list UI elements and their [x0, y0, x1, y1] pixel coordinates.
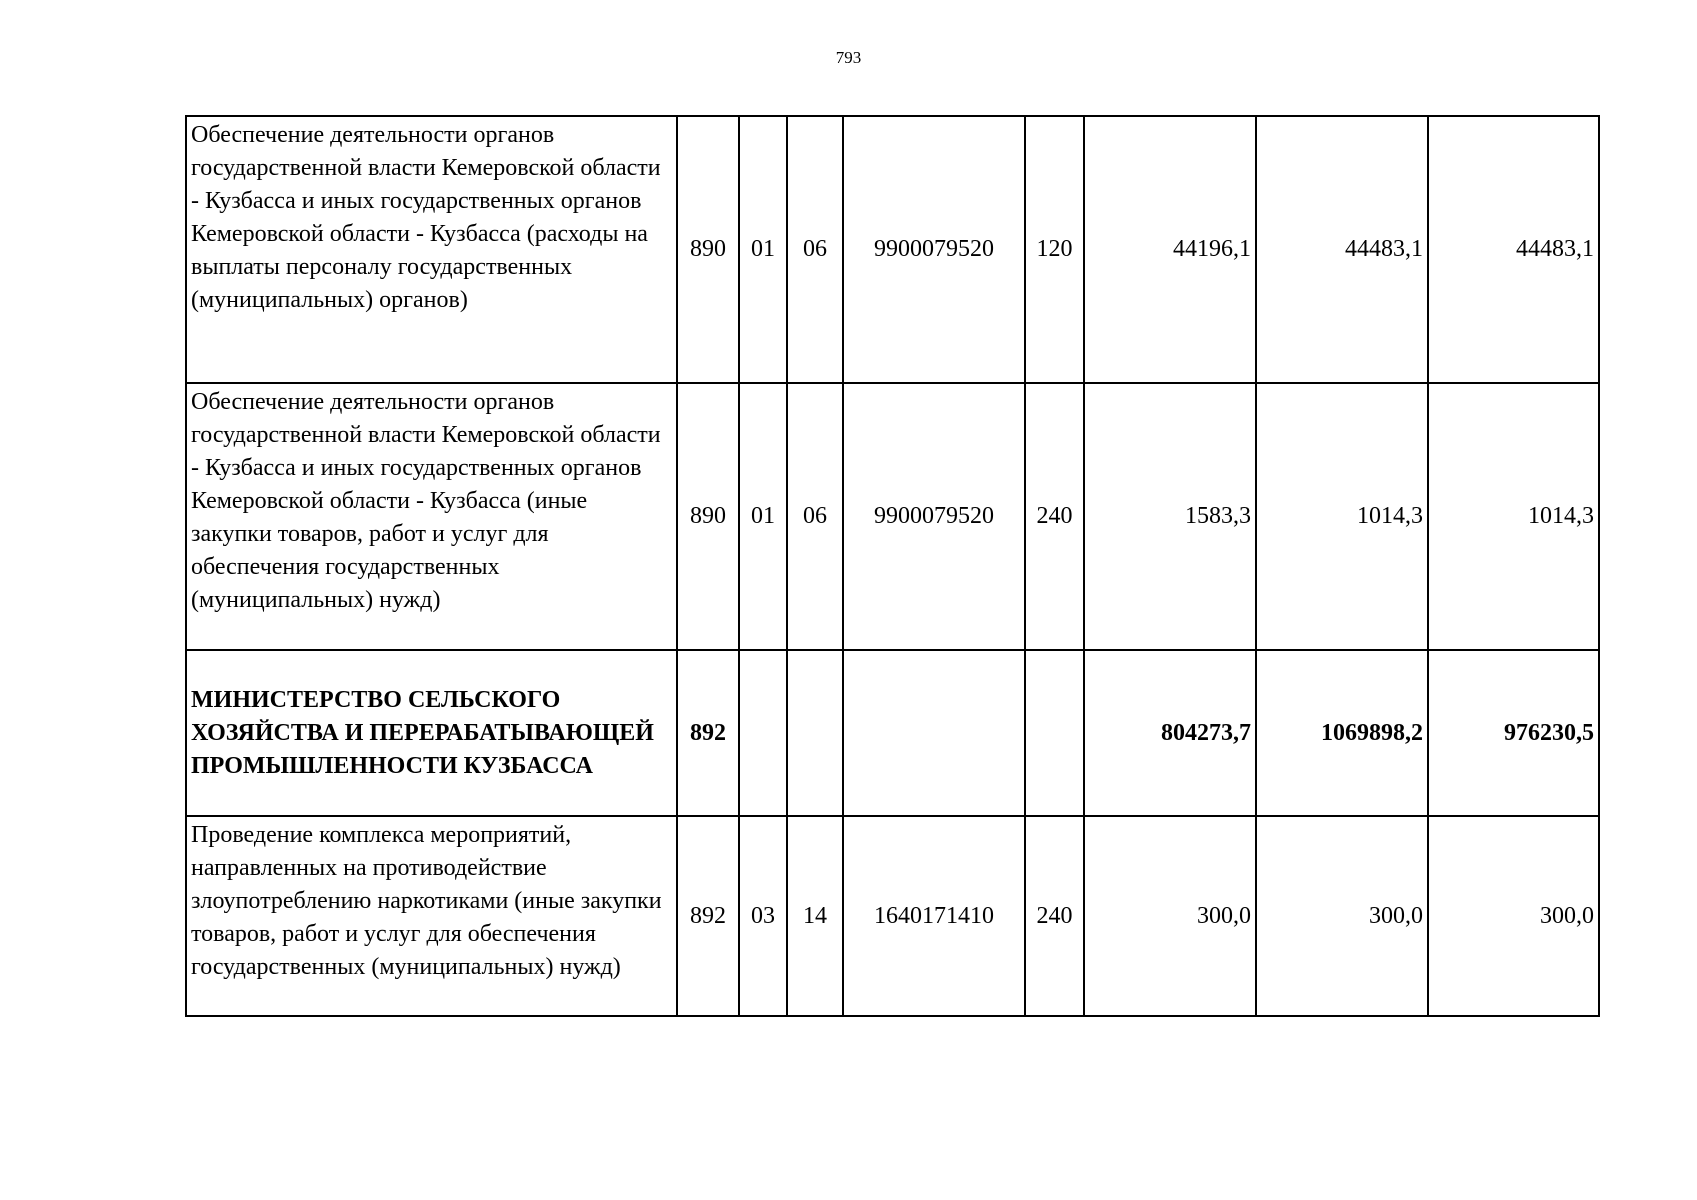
target-article-code: 1640171410 [843, 816, 1025, 1016]
budget-table [185, 115, 1600, 1017]
expense-type-code: 240 [1025, 816, 1084, 1016]
section-code: 01 [739, 116, 787, 383]
amount-1: 300,0 [1084, 816, 1256, 1016]
section-code [739, 650, 787, 816]
row-description: Проведение комплекса мероприятий, направленных на противодействие злоупотреблению наркотиками (иные закупки товаров, работ и услуг для обеспечения государственных (муниципальных) нужд) [186, 816, 677, 1016]
expense-type-code: 120 [1025, 116, 1084, 383]
amount-2: 1069898,2 [1256, 650, 1428, 816]
page-number: 793 [835, 48, 862, 67]
section-code: 03 [739, 816, 787, 1016]
amount-2: 300,0 [1256, 816, 1428, 1016]
ministry-code: 892 [677, 650, 739, 816]
ministry-code: 892 [677, 816, 739, 1016]
ministry-code: 890 [677, 383, 739, 650]
amount-1: 804273,7 [1084, 650, 1256, 816]
table-row [186, 116, 1599, 383]
target-article-code: 9900079520 [843, 383, 1025, 650]
table-row-ministry-total [186, 650, 1599, 816]
amount-3: 300,0 [1428, 816, 1599, 1016]
amount-2: 1014,3 [1256, 383, 1428, 650]
ministry-code: 890 [677, 116, 739, 383]
target-article-code [843, 650, 1025, 816]
amount-3: 44483,1 [1428, 116, 1599, 383]
subsection-code: 14 [787, 816, 843, 1016]
subsection-code: 06 [787, 116, 843, 383]
row-description: МИНИСТЕРСТВО СЕЛЬСКОГО ХОЗЯЙСТВА И ПЕРЕРАБАТЫВАЮЩЕЙ ПРОМЫШЛЕННОСТИ КУЗБАССА [186, 650, 677, 816]
row-description: Обеспечение деятельности органов государственной власти Кемеровской области - Кузбасса и иных государственных органов Кемеровской области - Кузбасса (расходы на выплаты персоналу государственных (муниципальных) органов) [186, 116, 677, 383]
amount-2: 44483,1 [1256, 116, 1428, 383]
target-article-code: 9900079520 [843, 116, 1025, 383]
expense-type-code: 240 [1025, 383, 1084, 650]
row-description: Обеспечение деятельности органов государственной власти Кемеровской области - Кузбасса и иных государственных органов Кемеровской области - Кузбасса (иные закупки товаров, работ и услуг для обеспечения государственных (муниципальных) нужд) [186, 383, 677, 650]
section-code: 01 [739, 383, 787, 650]
amount-3: 976230,5 [1428, 650, 1599, 816]
expense-type-code [1025, 650, 1084, 816]
amount-1: 1583,3 [1084, 383, 1256, 650]
amount-1: 44196,1 [1084, 116, 1256, 383]
table-row [186, 383, 1599, 650]
amount-3: 1014,3 [1428, 383, 1599, 650]
subsection-code [787, 650, 843, 816]
subsection-code: 06 [787, 383, 843, 650]
table-row [186, 816, 1599, 1016]
